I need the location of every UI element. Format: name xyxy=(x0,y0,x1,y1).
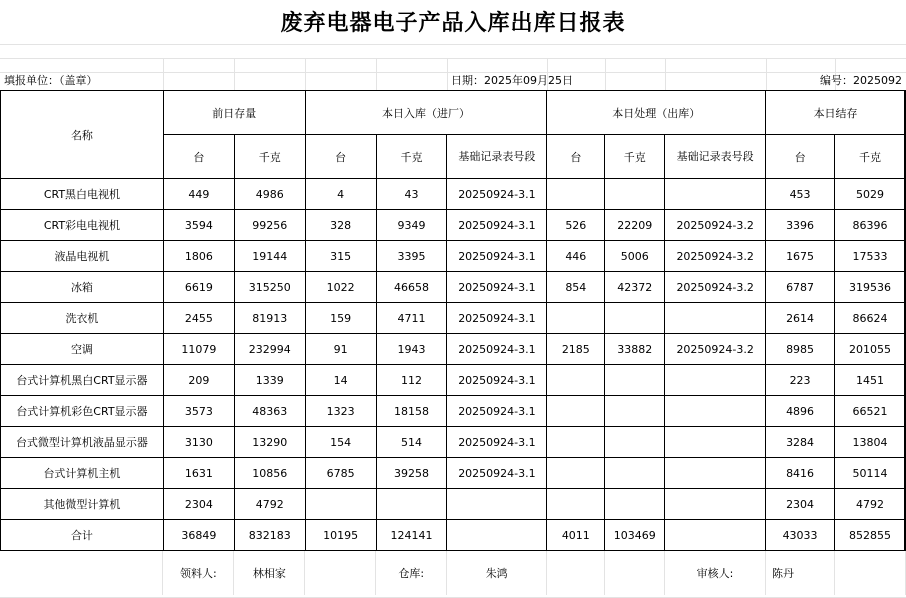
gridline xyxy=(163,58,164,90)
table-row xyxy=(1,272,906,303)
cell-in-units: 14 xyxy=(305,365,376,396)
cell-stock-kg: 86396 xyxy=(835,210,906,241)
header-stock: 本日结存 xyxy=(766,91,906,135)
cell-out-units xyxy=(547,396,605,427)
cell-prev-units: 209 xyxy=(163,365,234,396)
cell-out-record: 20250924-3.2 xyxy=(665,272,766,303)
total-in-units: 10195 xyxy=(305,520,376,551)
cell-prev-kg: 13290 xyxy=(234,427,305,458)
cell-stock-units: 3284 xyxy=(766,427,835,458)
cell-out-units xyxy=(547,179,605,210)
table-row xyxy=(1,179,906,210)
cell-in-record: 20250924-3.1 xyxy=(447,334,547,365)
cell-stock-kg: 201055 xyxy=(835,334,906,365)
total-in-record xyxy=(447,520,547,551)
cell-out-kg: 42372 xyxy=(605,272,665,303)
cell-out-kg xyxy=(605,179,665,210)
header-processed: 本日处理（出库） xyxy=(547,91,766,135)
table-row xyxy=(1,241,906,272)
cell-stock-units: 223 xyxy=(766,365,835,396)
cell-stock-units: 2304 xyxy=(766,489,835,520)
inventory-table xyxy=(0,90,906,551)
cell-in-kg: 18158 xyxy=(376,396,447,427)
report-code: 编号：2025092 xyxy=(820,74,902,87)
cell-stock-kg: 66521 xyxy=(835,396,906,427)
total-stock-kg: 852855 xyxy=(835,520,906,551)
subheader-record-no: 基础记录表号段 xyxy=(447,135,547,179)
cell-out-record xyxy=(665,396,766,427)
cell-in-record: 20250924-3.1 xyxy=(447,427,547,458)
cell-out-record: 20250924-3.2 xyxy=(665,334,766,365)
cell-in-kg: 112 xyxy=(376,365,447,396)
table-row xyxy=(1,334,906,365)
report-date: 日期：2025年09月25日 xyxy=(451,74,573,87)
subheader-kg: 千克 xyxy=(835,135,906,179)
table-row xyxy=(1,365,906,396)
cell-stock-units: 1675 xyxy=(766,241,835,272)
header-prev-stock: 前日存量 xyxy=(163,91,305,135)
cell-stock-kg: 1451 xyxy=(835,365,906,396)
table-row xyxy=(1,458,906,489)
cell-in-units: 1323 xyxy=(305,396,376,427)
cell-stock-kg: 13804 xyxy=(835,427,906,458)
cell-name: CRT彩电电视机 xyxy=(1,210,164,241)
cell-out-kg: 33882 xyxy=(605,334,665,365)
cell-prev-kg: 81913 xyxy=(234,303,305,334)
cell-out-kg xyxy=(605,427,665,458)
cell-name: 台式计算机黑白CRT显示器 xyxy=(1,365,164,396)
cell-in-record: 20250924-3.1 xyxy=(447,396,547,427)
cell-out-record xyxy=(665,303,766,334)
cell-prev-kg: 10856 xyxy=(234,458,305,489)
cell-out-units: 854 xyxy=(547,272,605,303)
cell-in-units: 4 xyxy=(305,179,376,210)
subheader-units: 台 xyxy=(547,135,605,179)
cell-in-units: 315 xyxy=(305,241,376,272)
gridline xyxy=(0,44,906,45)
cell-out-record: 20250924-3.2 xyxy=(665,210,766,241)
cell-out-record xyxy=(665,489,766,520)
cell-stock-kg: 86624 xyxy=(835,303,906,334)
cell-in-units: 1022 xyxy=(305,272,376,303)
gridline xyxy=(234,58,235,90)
cell-out-kg: 5006 xyxy=(605,241,665,272)
cell-in-record: 20250924-3.1 xyxy=(447,241,547,272)
gridline xyxy=(665,58,666,90)
total-in-kg: 124141 xyxy=(376,520,447,551)
cell-prev-units: 6619 xyxy=(163,272,234,303)
cell-prev-kg: 1339 xyxy=(234,365,305,396)
subheader-units: 台 xyxy=(305,135,376,179)
signature-row xyxy=(0,551,906,595)
cell-stock-units: 8416 xyxy=(766,458,835,489)
cell-out-units: 2185 xyxy=(547,334,605,365)
total-prev-kg: 832183 xyxy=(234,520,305,551)
cell-out-units: 526 xyxy=(547,210,605,241)
cell-in-units: 154 xyxy=(305,427,376,458)
cell-in-record: 20250924-3.1 xyxy=(447,303,547,334)
gridline xyxy=(605,58,606,90)
cell-out-kg xyxy=(605,303,665,334)
cell-in-units: 328 xyxy=(305,210,376,241)
reporting-unit-label: 填报单位：（盖章） xyxy=(4,74,98,87)
cell-out-units xyxy=(547,458,605,489)
cell-stock-kg: 50114 xyxy=(835,458,906,489)
cell-prev-units: 3594 xyxy=(163,210,234,241)
cell-stock-units: 3396 xyxy=(766,210,835,241)
cell-prev-kg: 99256 xyxy=(234,210,305,241)
cell-prev-kg: 232994 xyxy=(234,334,305,365)
cell-prev-units: 1631 xyxy=(163,458,234,489)
total-stock-units: 43033 xyxy=(766,520,835,551)
warehouse-label: 仓库: xyxy=(376,551,447,595)
gridline xyxy=(0,58,906,59)
cell-in-units xyxy=(305,489,376,520)
total-out-units: 4011 xyxy=(547,520,605,551)
cell-name: 台式计算机主机 xyxy=(1,458,164,489)
cell-out-kg: 22209 xyxy=(605,210,665,241)
cell-out-record xyxy=(665,458,766,489)
signature-cell xyxy=(547,551,605,595)
subheader-record-no: 基础记录表号段 xyxy=(665,135,766,179)
subheader-units: 台 xyxy=(163,135,234,179)
cell-in-kg xyxy=(376,489,447,520)
receiver-name: 林相家 xyxy=(234,551,305,595)
cell-name: 其他微型计算机 xyxy=(1,489,164,520)
table-row xyxy=(1,489,906,520)
table-header-row xyxy=(1,91,906,135)
cell-in-record: 20250924-3.1 xyxy=(447,179,547,210)
cell-out-units xyxy=(547,489,605,520)
table-row xyxy=(1,396,906,427)
cell-out-units xyxy=(547,427,605,458)
cell-in-kg: 4711 xyxy=(376,303,447,334)
warehouse-name: 朱鸿 xyxy=(447,551,547,595)
cell-in-record: 20250924-3.1 xyxy=(447,210,547,241)
receiver-label: 领料人: xyxy=(163,551,234,595)
cell-out-record xyxy=(665,365,766,396)
signature-cell xyxy=(605,551,665,595)
cell-prev-kg: 19144 xyxy=(234,241,305,272)
cell-in-kg: 9349 xyxy=(376,210,447,241)
cell-in-units: 6785 xyxy=(305,458,376,489)
cell-in-kg: 1943 xyxy=(376,334,447,365)
cell-in-record: 20250924-3.1 xyxy=(447,365,547,396)
cell-name: 冰箱 xyxy=(1,272,164,303)
cell-stock-kg: 5029 xyxy=(835,179,906,210)
cell-in-kg: 43 xyxy=(376,179,447,210)
cell-name: 液晶电视机 xyxy=(1,241,164,272)
cell-prev-units: 2304 xyxy=(163,489,234,520)
cell-out-kg xyxy=(605,365,665,396)
header-name: 名称 xyxy=(1,91,164,179)
cell-stock-units: 8985 xyxy=(766,334,835,365)
total-label: 合计 xyxy=(1,520,164,551)
subheader-units: 台 xyxy=(766,135,835,179)
cell-prev-kg: 4986 xyxy=(234,179,305,210)
cell-in-units: 159 xyxy=(305,303,376,334)
gridline xyxy=(376,58,377,90)
cell-name: 洗衣机 xyxy=(1,303,164,334)
signature-cell xyxy=(305,551,376,595)
cell-name: CRT黑白电视机 xyxy=(1,179,164,210)
cell-in-kg: 3395 xyxy=(376,241,447,272)
cell-name: 台式计算机彩色CRT显示器 xyxy=(1,396,164,427)
cell-in-kg: 46658 xyxy=(376,272,447,303)
cell-stock-units: 453 xyxy=(766,179,835,210)
cell-prev-units: 1806 xyxy=(163,241,234,272)
cell-in-record xyxy=(447,489,547,520)
cell-in-record: 20250924-3.1 xyxy=(447,272,547,303)
subheader-kg: 千克 xyxy=(605,135,665,179)
table-row xyxy=(1,427,906,458)
cell-stock-units: 2614 xyxy=(766,303,835,334)
table-row xyxy=(1,210,906,241)
cell-out-record: 20250924-3.2 xyxy=(665,241,766,272)
cell-out-record xyxy=(665,427,766,458)
cell-in-record: 20250924-3.1 xyxy=(447,458,547,489)
signature-cell xyxy=(834,551,905,595)
cell-in-units: 91 xyxy=(305,334,376,365)
cell-prev-units: 449 xyxy=(163,179,234,210)
total-row xyxy=(1,520,906,551)
cell-prev-units: 11079 xyxy=(163,334,234,365)
cell-out-kg xyxy=(605,396,665,427)
cell-name: 空调 xyxy=(1,334,164,365)
cell-prev-units: 3130 xyxy=(163,427,234,458)
cell-prev-units: 3573 xyxy=(163,396,234,427)
cell-prev-kg: 4792 xyxy=(234,489,305,520)
cell-out-kg xyxy=(605,489,665,520)
header-inbound: 本日入库（进厂） xyxy=(305,91,547,135)
cell-prev-kg: 315250 xyxy=(234,272,305,303)
cell-stock-units: 6787 xyxy=(766,272,835,303)
reviewer-label: 审核人: xyxy=(665,551,766,595)
cell-out-units: 446 xyxy=(547,241,605,272)
cell-stock-units: 4896 xyxy=(766,396,835,427)
signature-cell xyxy=(0,551,163,595)
cell-prev-kg: 48363 xyxy=(234,396,305,427)
cell-in-kg: 39258 xyxy=(376,458,447,489)
cell-name: 台式微型计算机液晶显示器 xyxy=(1,427,164,458)
gridline xyxy=(447,58,448,90)
cell-stock-kg: 319536 xyxy=(835,272,906,303)
cell-out-units xyxy=(547,303,605,334)
total-out-record xyxy=(665,520,766,551)
total-prev-units: 36849 xyxy=(163,520,234,551)
cell-prev-units: 2455 xyxy=(163,303,234,334)
cell-out-kg xyxy=(605,458,665,489)
table-row xyxy=(1,303,906,334)
cell-out-record xyxy=(665,179,766,210)
gridline xyxy=(305,58,306,90)
cell-in-kg: 514 xyxy=(376,427,447,458)
report-title: 废弃电器电子产品入库出库日报表 xyxy=(280,10,626,36)
gridline xyxy=(766,58,767,90)
subheader-kg: 千克 xyxy=(234,135,305,179)
cell-stock-kg: 17533 xyxy=(835,241,906,272)
reviewer-name: 陈丹 xyxy=(766,551,835,595)
cell-out-units xyxy=(547,365,605,396)
subheader-kg: 千克 xyxy=(376,135,447,179)
total-out-kg: 103469 xyxy=(605,520,665,551)
cell-stock-kg: 4792 xyxy=(835,489,906,520)
